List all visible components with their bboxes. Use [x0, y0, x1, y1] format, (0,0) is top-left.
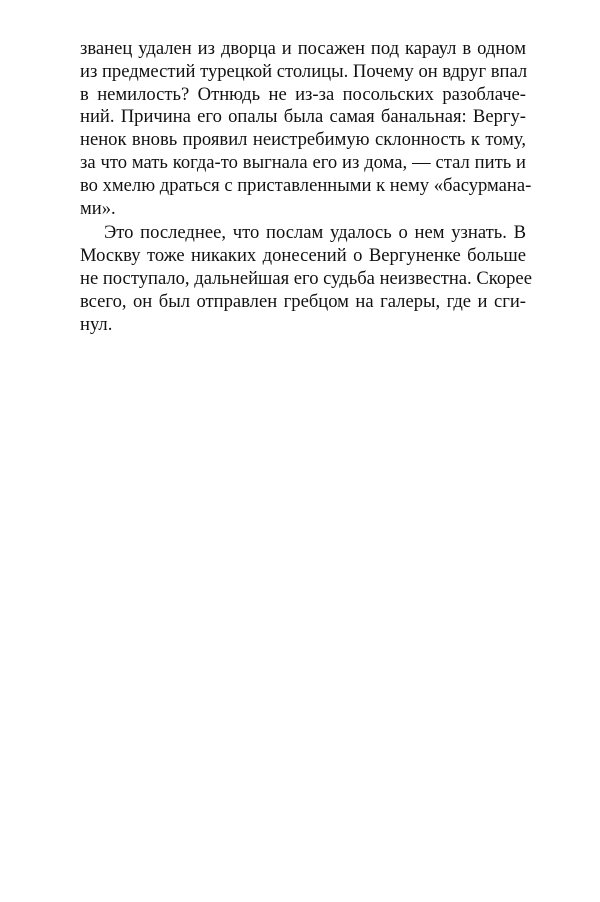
text-line: ми». — [80, 197, 116, 219]
text-line: Москву тоже никаких донесений о Вергуненке больше — [80, 245, 526, 267]
text-line: Это последнее, что послам удалось о нем узнать. В — [104, 222, 526, 244]
text-line: не поступало, дальнейшая его судьба неизвестна. Скорее — [80, 267, 532, 289]
text-line: нул. — [80, 313, 113, 335]
text-line: всего, он был отправлен гребцом на галеры, где и сги- — [80, 290, 526, 312]
text-line: званец удален из дворца и посажен под караул в одном — [80, 38, 526, 59]
text-line: из предместий турецкой столицы. Почему он вдруг впал — [80, 60, 528, 82]
paragraph-1 — [80, 38, 532, 220]
text-line: во хмелю драться с приставленными к нему «басурмана- — [80, 174, 532, 196]
body-text — [80, 38, 532, 336]
text-line: за что мать когда-то выгнала его из дома, — стал пить и — [80, 151, 526, 173]
text-line: ний. Причина его опалы была самая банальная: Вергу- — [80, 106, 526, 128]
paragraph-2 — [80, 222, 532, 336]
text-line: ненок вновь проявил неистребимую склонность к тому, — [80, 129, 526, 151]
text-line: в немилость? Отнюдь не из-за посольских разоблаче- — [80, 83, 526, 105]
